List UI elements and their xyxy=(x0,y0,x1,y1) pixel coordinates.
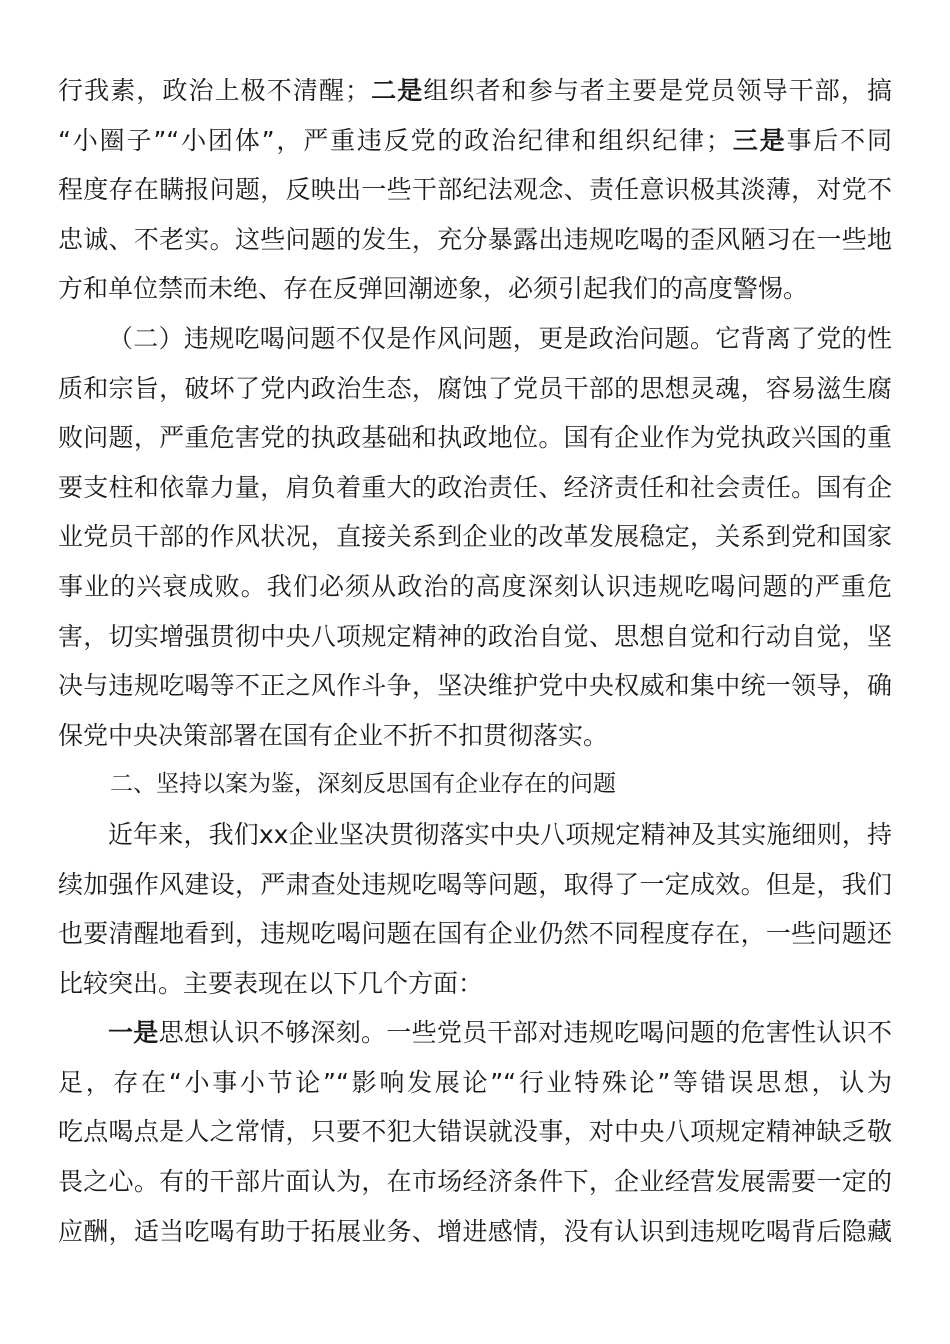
text-line-10: 业党员干部的作风状况，直接关系到企业的改革发展稳定，关系到党和国家 xyxy=(58,522,892,552)
text-line-3: 程度存在瞒报问题，反映出一些干部纪法观念、责任意识极其淡薄，对党不 xyxy=(58,175,892,205)
text-line-23: 畏之心。有的干部片面认为，在市场经济条件下，企业经营发展需要一定的 xyxy=(58,1167,892,1197)
section-heading: 二、坚持以案为鉴，深刻反思国有企业存在的问题 xyxy=(110,771,616,798)
text-line-14: 保党中央决策部署在国有企业不折不扣贯彻落实。 xyxy=(58,720,609,750)
text-line-2: “小圈子”“小团体”，严重违反党的政治纪律和组织纪律；三是事后不同 xyxy=(58,125,892,155)
bold-marker: 一是 xyxy=(108,1018,159,1048)
text-line-20: 一是思想认识不够深刻。一些党员干部对违规吃喝问题的危害性认识不 xyxy=(108,1018,892,1048)
bold-marker: 三是 xyxy=(730,125,787,155)
text-line-22: 吃点喝点是人之常情，只要不犯大错误就没事，对中央八项规定精神缺乏敬 xyxy=(58,1117,892,1147)
document-page xyxy=(58,66,892,1256)
text-line-17: 续加强作风建设，严肃查处违规吃喝等问题，取得了一定成效。但是，我们 xyxy=(58,869,892,899)
text-line-19: 比较突出。主要表现在以下几个方面： xyxy=(58,968,484,998)
text-line-13: 决与违规吃喝等不正之风作斗争，坚决维护党中央权威和集中统一领导，确 xyxy=(58,671,892,701)
text-line-11: 事业的兴衰成败。我们必须从政治的高度深刻认识违规吃喝问题的严重危 xyxy=(58,571,892,601)
text-line-6: （二）违规吃喝问题不仅是作风问题，更是政治问题。它背离了党的性 xyxy=(108,323,892,353)
text-line-9: 要支柱和依靠力量，肩负着重大的政治责任、经济责任和社会责任。国有企 xyxy=(58,472,892,502)
text-line-21: 足，存在“小事小节论”“影响发展论”“行业特殊论”等错误思想，认为 xyxy=(58,1067,892,1097)
text-line-4: 忠诚、不老实。这些问题的发生，充分暴露出违规吃喝的歪风陋习在一些地 xyxy=(58,224,892,254)
text-line-7: 质和宗旨，破坏了党内政治生态，腐蚀了党员干部的思想灵魂，容易滋生腐 xyxy=(58,373,892,403)
text-line-8: 败问题，严重危害党的执政基础和执政地位。国有企业作为党执政兴国的重 xyxy=(58,423,892,453)
text-line-24: 应酬，适当吃喝有助于拓展业务、增进感情，没有认识到违规吃喝背后隐藏 xyxy=(58,1216,892,1246)
text-line-5: 方和单位禁而未绝、存在反弹回潮迹象，必须引起我们的高度警惕。 xyxy=(58,274,809,304)
text-line-1: 行我素，政治上极不清醒；二是组织者和参与者主要是党员领导干部，搞 xyxy=(58,76,892,105)
text-line-16: 近年来，我们xx企业坚决贯彻落实中央八项规定精神及其实施细则，持 xyxy=(108,819,892,849)
bold-marker: 二是 xyxy=(370,76,424,105)
text-line-12: 害，切实增强贯彻中央八项规定精神的政治自觉、思想自觉和行动自觉，坚 xyxy=(58,621,892,651)
text-line-18: 也要清醒地看到，违规吃喝问题在国有企业仍然不同程度存在，一些问题还 xyxy=(58,919,892,949)
